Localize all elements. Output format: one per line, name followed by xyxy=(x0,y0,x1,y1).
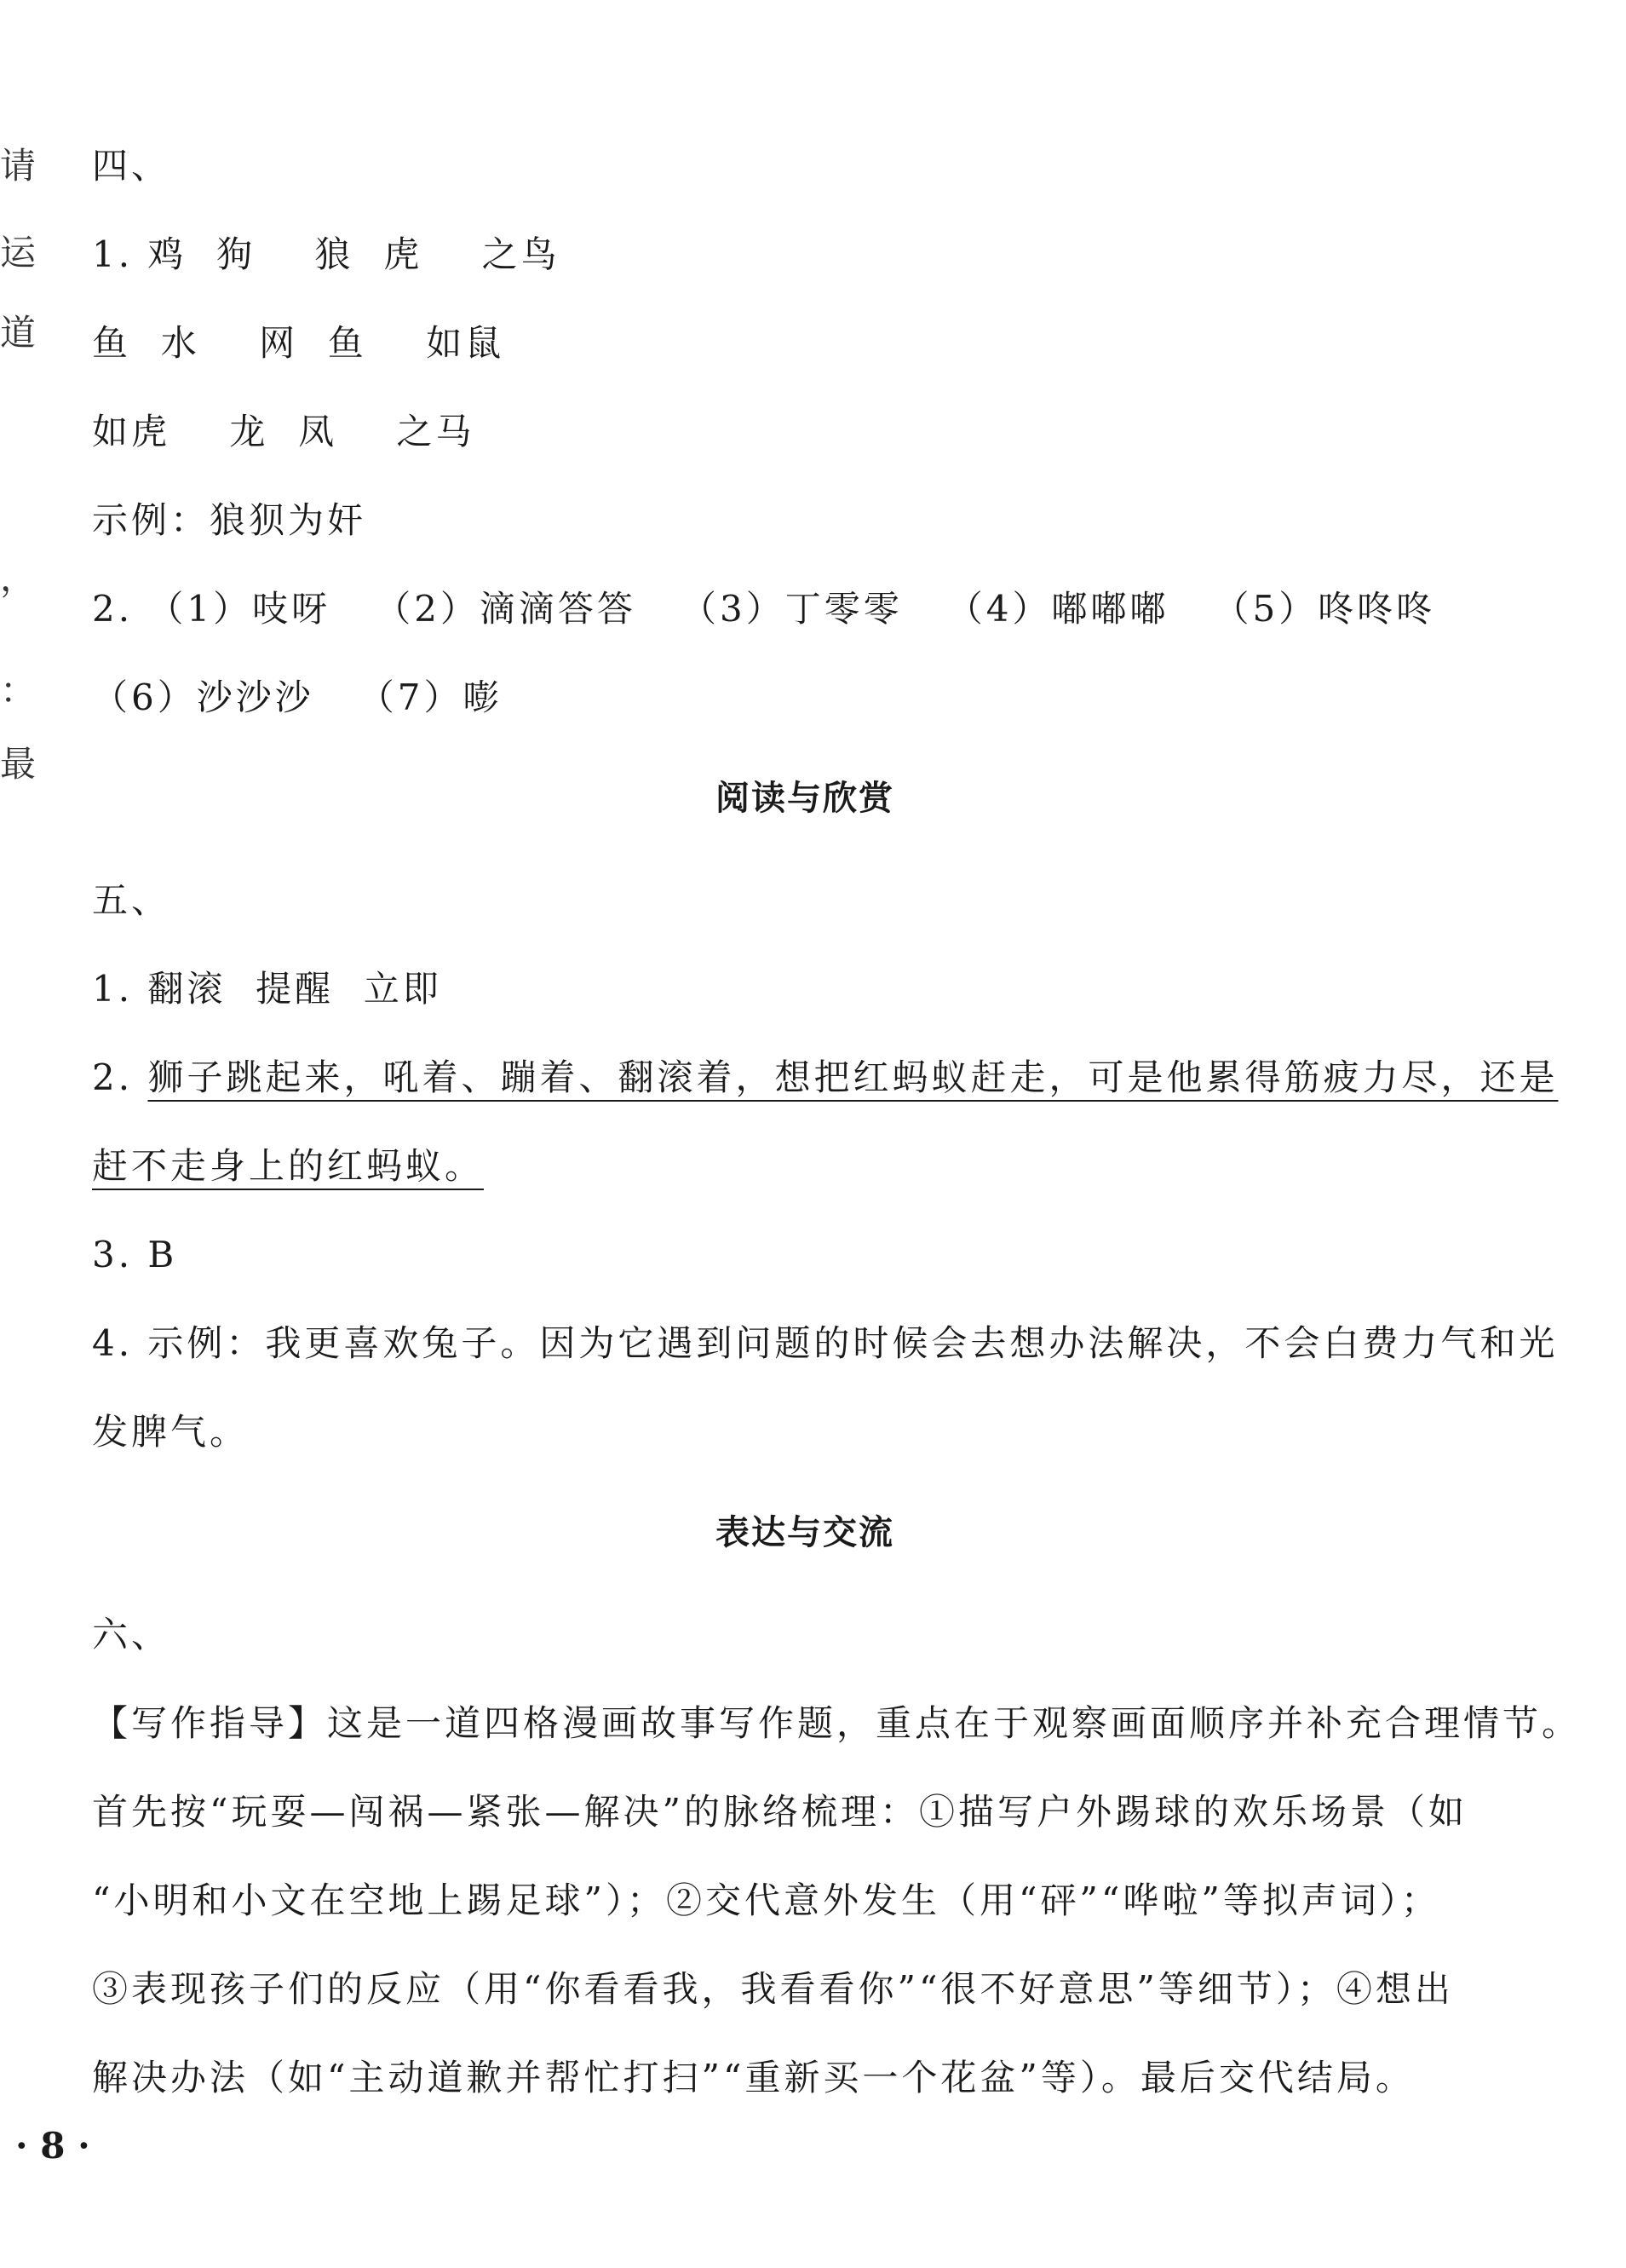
s6-paragraph-line4: ③表现孩子们的反应（用“你看看我，我看看你”“很不好意思”等细节）；④想出 xyxy=(92,1968,1454,2010)
s6-paragraph-line5: 解决办法（如“主动道歉并帮忙打扫”“重新买一个花盆”等）。最后交代结局。 xyxy=(92,2057,1415,2098)
s4-answer-1-line2: 鱼 水 网 鱼 如鼠 xyxy=(92,322,505,364)
s5-answer-4-line1: 4. 示例：我更喜欢兔子。因为它遇到问题的时候会去想办法解决，不会白费力气和光 xyxy=(92,1322,1559,1364)
s5-answer-2-line1 xyxy=(92,1053,1558,1102)
s6-paragraph-line3: “小明和小文在空地上踢足球”）；②交代意外发生（用“砰”“哗啦”等拟声词）； xyxy=(92,1879,1440,1921)
s6-paragraph-line1: 【写作指导】这是一道四格漫画故事写作题，重点在于观察画面顺序并补充合理情节。 xyxy=(92,1702,1582,1744)
section-four-label: 四、 xyxy=(92,145,171,187)
s4-answer-2-line1: 2. （1）吱呀 （2）滴滴答答 （3）丁零零 （4）嘟嘟嘟 （5）咚咚咚 xyxy=(92,588,1436,630)
margin-glyph: 请 xyxy=(0,145,37,187)
s4-answer-2-line2: （6）沙沙沙 （7）嘭 xyxy=(92,676,503,718)
section-heading-reading: 阅读与欣赏 xyxy=(715,779,894,818)
s5-answer-4-line2: 发脾气。 xyxy=(92,1411,250,1453)
section-six-label: 六、 xyxy=(92,1614,171,1655)
section-heading-expression: 表达与交流 xyxy=(715,1513,894,1552)
s5-answer-1: 1. 翻滚 提醒 立即 xyxy=(92,968,442,1010)
margin-glyph: 道 xyxy=(0,312,37,354)
s5-answer-2-underlined-text-cont: 赶不走身上的红蚂蚁。 xyxy=(92,1145,485,1187)
margin-glyph: 运 xyxy=(0,232,37,273)
page-number: · 8 · xyxy=(15,2125,90,2167)
s6-paragraph-line2: 首先按“玩耍—闯祸—紧张—解决”的脉络梳理：①描写户外踢球的欢乐场景（如 xyxy=(92,1791,1468,1833)
s5-answer-2-underlined-text: 狮子跳起来，吼着、蹦着、翻滚着，想把红蚂蚁赶走，可是他累得筋疲力尽，还是 xyxy=(147,1056,1559,1098)
s5-answer-2-line2 xyxy=(92,1142,484,1191)
s4-answer-1-line1: 1. 鸡 狗 狼 虎 之鸟 xyxy=(92,233,560,275)
s4-example: 示例：狼狈为奸 xyxy=(92,499,367,541)
s5-answer-3: 3. B xyxy=(92,1234,178,1275)
margin-glyph: ： xyxy=(0,670,37,711)
s4-answer-1-line3: 如虎 龙 凤 之马 xyxy=(92,411,475,452)
margin-glyph: ， xyxy=(0,557,37,599)
s5-answer-2-number: 2. xyxy=(92,1056,148,1098)
margin-glyph: 最 xyxy=(0,743,37,785)
section-five-label: 五、 xyxy=(92,879,171,921)
